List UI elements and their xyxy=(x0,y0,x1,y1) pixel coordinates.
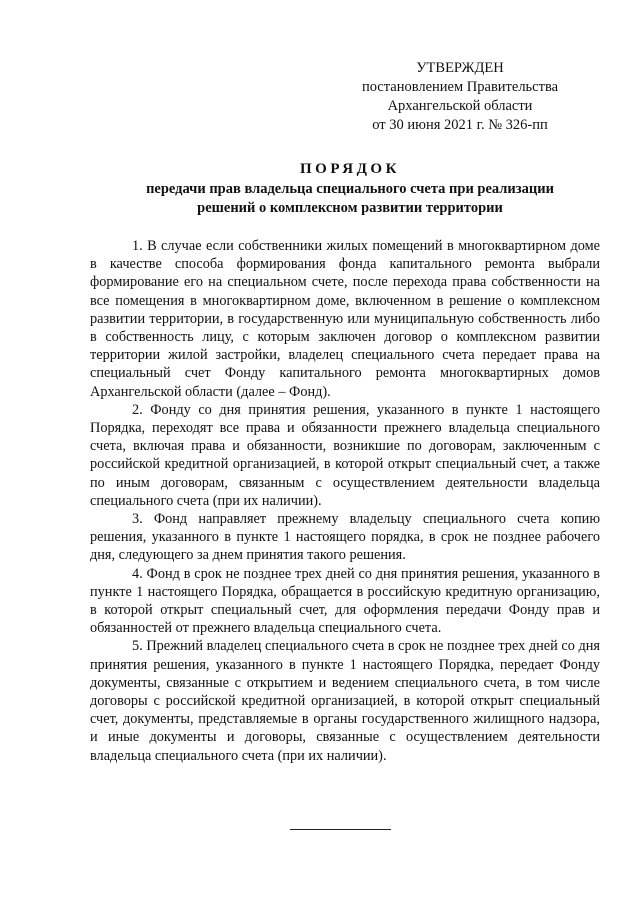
document-subtitle xyxy=(100,180,600,218)
approval-line-resolution: постановлением Правительства xyxy=(361,79,559,95)
paragraph-3: 3. Фонд направляет прежнему владельцу специального счета копию решения, указанного в пункте 1 настоящего порядка, в срок не позднее рабочего дня, следующего за днем принятия такого решения. xyxy=(90,511,600,564)
document-subtitle-line-2: решений о комплексном развитии территории xyxy=(197,200,503,216)
paragraph-4: 4. Фонд в срок не позднее трех дней со дня принятия решения, указанного в пункте 1 настоящего Порядка, обращается в российскую кредитную организацию, в которой открыт специальный счет, для оформления передачи Фонду прав и обязанностей от прежнего владельца специального счета. xyxy=(90,565,600,637)
paragraph-1: 1. В случае если собственники жилых помещений в многоквартирном доме в качестве способа формирования фонда капитального ремонта выбрали формирование его на специальном счете, после перехода права собственности на все помещения в многоквартирном доме, включенном в решение о комплексном развитии территории, в государственную или муниципальную собственность либо в собственность лицу, с которым заключен договор о комплексном развитии территории жилой застройки, владелец специального счета передает права на специальный счет Фонду капитального ремонта многоквартирных домов Архангельской области (далее – Фонд). xyxy=(90,238,600,400)
approval-line-region: Архангельской области xyxy=(387,98,533,114)
approval-heading: УТВЕРЖДЕН xyxy=(416,60,504,76)
approval-block xyxy=(340,59,580,135)
paragraph-5: 5. Прежний владелец специального счета в срок не позднее трех дней со дня принятия решения, указанного в пункте 1 настоящего Порядка, передает Фонду документы, связанные с открытием и ведением специального счета, в том числе договоры с российской кредитной организацией, в которой открыт специальный счет, документы, представляемые в органы государственного жилищного надзора, и иные документы и договоры, связанные с осуществлением деятельности владельца специального счета (при их наличии). xyxy=(90,638,600,764)
document-body xyxy=(90,237,600,765)
document-subtitle-line-1: передачи прав владельца специального счета при реализации xyxy=(146,181,554,197)
paragraph-2: 2. Фонду со дня принятия решения, указанного в пункте 1 настоящего Порядка, переходят все права и обязанности прежнего владельца специального счета, включая права и обязанности, возникшие по договорам, заключенным с российской кредитной организацией, в которой открыт специальный счет, а также по иным договорам, связанным с осуществлением деятельности владельца специального счета (при их наличии). xyxy=(90,401,600,509)
document-title: ПОРЯДОК xyxy=(300,161,400,177)
approval-line-date-number: от 30 июня 2021 г. № 326-пп xyxy=(372,117,548,133)
end-of-document-rule xyxy=(290,829,391,830)
